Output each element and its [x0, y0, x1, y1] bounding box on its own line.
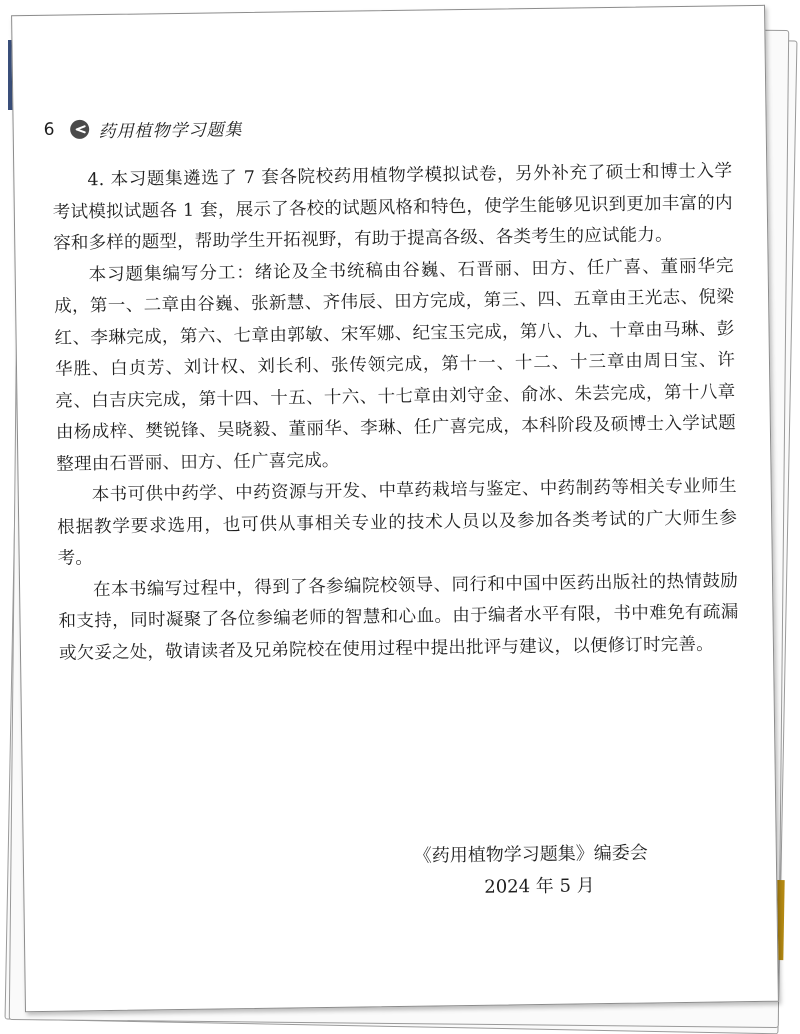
paragraph-acknowledgment: 在本书编写过程中，得到了各参编院校领导、同行和中国中医药出版社的热情鼓励和支持，同时凝聚了各位参编老师的智慧和心血。由于编者水平有限，书中难免有疏漏或欠妥之处，敬请读者及兄弟院校在使用过程中提出批评与建议，以便修订时完善。 [58, 570, 739, 664]
document-page [11, 5, 779, 1012]
running-header [43, 114, 242, 143]
signature-block [414, 837, 715, 905]
paragraph-authorship: 本习题集编写分工：绪论及全书统稿由谷巍、石晋丽、田方、任广喜、董丽华完成，第一、二章由谷巍、张新慧、齐伟辰、田方完成，第三、四、五章由王光志、倪梁红、李琳完成，第六、七章由郭敏、宋军娜、纪宝玉完成，第八、九、十章由马琳、彭华胜、白贞芳、刘计权、刘长利、张传领完成，第十一、十二、十三章由周日宝、许亮、白吉庆完成，第十四、十五、十六、十七章由刘守金、俞冰、朱芸完成，第十八章由杨成梓、樊锐锋、吴晓毅、董丽华、李琳、任广喜完成，本科阶段及硕博士入学试题整理由石晋丽、田方、任广喜完成。 [54, 255, 736, 475]
page-number: 6 [43, 119, 55, 140]
book-title: 药用植物学习题集 [98, 119, 243, 142]
paragraph-item-4: 4. 本习题集遴选了 7 套各院校药用植物学模拟试卷，另外补充了硕士和博士入学考试模拟试题各 1 套，展示了各校的试题风格和特色，使学生能够见识到更加丰富的内容和多样的题型，帮助学生开拓视野，有助于提高各级、各类考生的应试能力。 [52, 161, 733, 254]
signature-date: 2024 年 5 月 [484, 875, 595, 898]
left-arrow-circle-icon [68, 118, 90, 140]
committee-name: 《药用植物学习题集》编委会 [413, 842, 648, 867]
paragraph-audience: 本书可供中药学、中药资源与开发、中草药栽培与鉴定、中药制药等相关专业师生根据教学要求选用，也可供从事相关专业的技术人员以及参加各类考试的广大师生参考。 [57, 476, 738, 569]
preface-body [52, 156, 739, 669]
